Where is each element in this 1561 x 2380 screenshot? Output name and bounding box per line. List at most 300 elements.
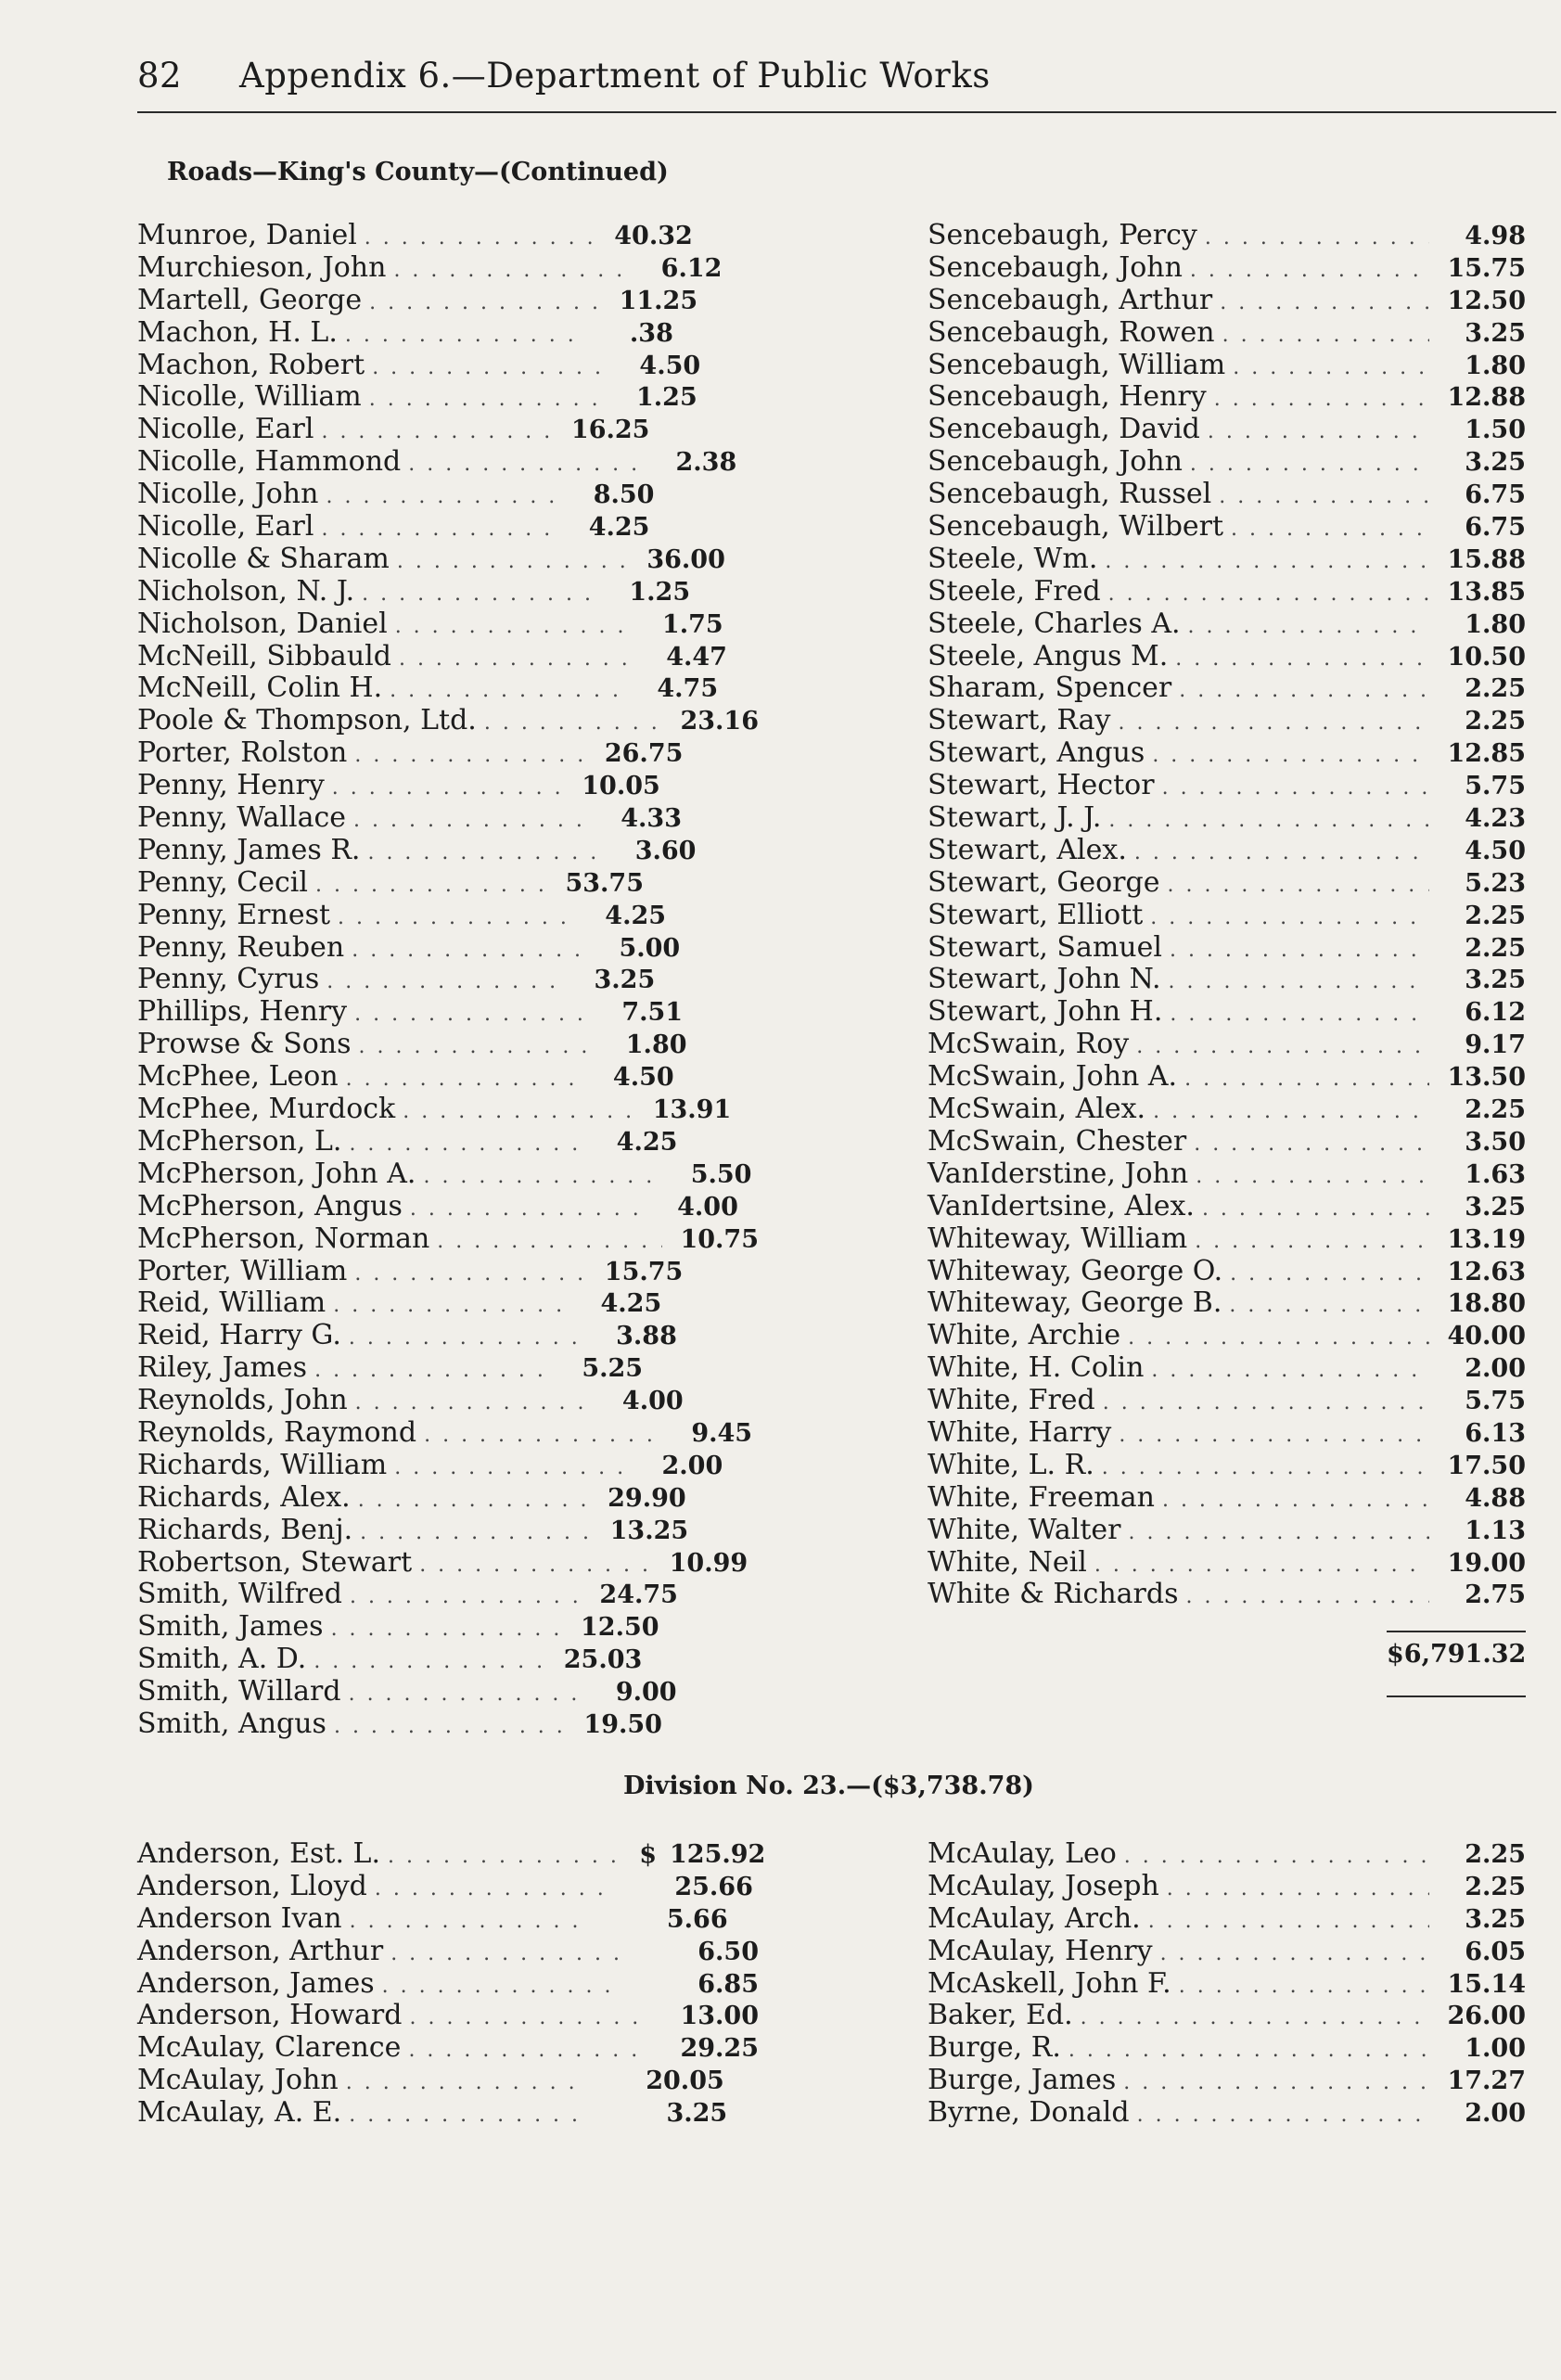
amount-wrap (648, 2001, 759, 2033)
entry-amount: 6.12 (660, 253, 723, 283)
amount-wrap (630, 1937, 759, 1969)
list-item (137, 867, 759, 900)
entry-name: White & Richards (928, 1578, 1179, 1611)
entry-amount: 2.25 (1465, 1840, 1526, 1869)
dot-leader (1108, 805, 1429, 838)
dot-leader (354, 1259, 586, 1291)
list-item (137, 1871, 759, 1903)
entry-amount: 13.50 (1447, 1063, 1526, 1093)
dot-leader (367, 838, 599, 870)
entry-name: Stewart, Alex. (928, 833, 1127, 866)
dot-leader (1229, 1290, 1429, 1323)
entry-name: McSwain, Chester (928, 1124, 1187, 1158)
entry-amount: 1.80 (625, 1030, 687, 1060)
entry-amount: 1.80 (1465, 351, 1526, 380)
list-item (928, 414, 1526, 446)
dot-leader (349, 2100, 581, 2132)
list-item (137, 2065, 759, 2097)
entry-name: McPhee, Murdock (137, 1093, 396, 1126)
entry-name: Sencebaugh, Wilbert (928, 510, 1224, 544)
dot-leader (1233, 352, 1429, 385)
list-item (137, 964, 759, 996)
entry-amount: 4.25 (616, 1127, 678, 1157)
entry-amount: 2.25 (1465, 674, 1526, 704)
entry-amount: 1.75 (661, 609, 723, 639)
list-item (137, 511, 759, 544)
list-item (928, 2065, 1526, 2097)
list-item (928, 1579, 1526, 1611)
dot-leader (1068, 2035, 1429, 2067)
dot-leader (397, 546, 629, 579)
entry-amount: 16.25 (570, 416, 650, 445)
list-item (928, 770, 1526, 802)
list-item (137, 672, 759, 705)
list-item (137, 2032, 759, 2065)
entry-name: Anderson, Howard (137, 1999, 403, 2032)
entry-name: Nicolle, Earl (137, 510, 314, 544)
entry-name: Steele, Angus M. (928, 639, 1169, 672)
list-item (137, 608, 759, 641)
entry-amount: 6.12 (1465, 998, 1526, 1028)
entry-name: Burge, James (928, 2064, 1117, 2097)
dot-leader (352, 935, 583, 967)
list-item (137, 576, 759, 608)
list-item (928, 2032, 1526, 2065)
list-item (928, 608, 1526, 641)
entry-name: Penny, Wallace (137, 801, 347, 835)
dot-leader (1184, 1064, 1429, 1096)
amount-wrap (589, 1904, 728, 1937)
list-item (928, 1871, 1526, 1903)
entry-name: McAulay, Leo (928, 1837, 1117, 1870)
dot-leader (1202, 1194, 1429, 1226)
entry-name: Stewart, John N. (928, 963, 1161, 996)
entry-name: Reid, William (137, 1286, 326, 1320)
dot-leader (345, 320, 577, 352)
dot-leader (1148, 1906, 1429, 1939)
list-item (137, 802, 759, 835)
entry-name: Machon, Robert (137, 348, 365, 381)
right-column (928, 220, 1526, 1611)
list-item (137, 1191, 759, 1223)
entry-amount: 12.50 (1447, 286, 1526, 315)
entry-amount: 1.63 (1465, 1159, 1526, 1189)
entry-amount: 29.25 (680, 2034, 759, 2064)
list-item (137, 1903, 759, 1936)
entry-amount: 3.60 (634, 836, 697, 865)
entry-amount: 1.50 (1465, 416, 1526, 445)
division-left-column (137, 1837, 766, 2130)
entry-name: Whiteway, George O. (928, 1254, 1223, 1287)
list-item (137, 737, 759, 770)
list-item (137, 414, 759, 446)
entry-amount: 6.05 (1465, 1937, 1526, 1966)
dot-leader (362, 579, 594, 611)
dot-leader (359, 1031, 591, 1064)
list-item (137, 1061, 759, 1094)
entry-name: Stewart, George (928, 865, 1160, 899)
entry-amount: .38 (629, 318, 673, 348)
dot-leader (321, 416, 553, 449)
entry-name: White, Freeman (928, 1480, 1155, 1514)
entry-name: Richards, Alex. (137, 1480, 351, 1514)
list-item (137, 996, 759, 1029)
entry-name: Munroe, Daniel (137, 219, 357, 251)
entry-amount: 125.92 (670, 1840, 766, 1869)
entry-name: Anderson, Lloyd (137, 1869, 367, 1902)
entry-amount: 4.98 (1465, 222, 1526, 250)
list-item (928, 446, 1526, 479)
entry-amount: 5.23 (1465, 868, 1526, 898)
entry-amount: 40.32 (614, 222, 693, 250)
entry-amount: 4.50 (639, 351, 701, 380)
entry-name: Prowse & Sons (137, 1028, 352, 1061)
entry-name: Byrne, Donald (928, 2096, 1130, 2130)
entry-amount: 6.75 (1465, 513, 1526, 543)
list-item (928, 479, 1526, 511)
dot-leader (1162, 1485, 1429, 1517)
dot-leader (353, 805, 585, 838)
list-item (928, 867, 1526, 900)
dot-leader (408, 2035, 640, 2067)
dot-leader (326, 966, 558, 999)
dot-leader (372, 352, 604, 385)
list-item (928, 350, 1526, 382)
dot-leader (1219, 481, 1429, 514)
entry-name: Penny, Ernest (137, 898, 331, 931)
dot-leader (354, 740, 586, 773)
dot-leader (369, 288, 601, 320)
entry-amount: 15.14 (1447, 1969, 1526, 1999)
entry-amount: 5.75 (1465, 1387, 1526, 1416)
entry-amount: 19.50 (583, 1709, 662, 1739)
list-item (928, 1126, 1526, 1158)
entry-name: Machon, H. L. (137, 315, 338, 349)
list-item (137, 1515, 759, 1547)
entry-amount: 2.00 (1465, 2099, 1526, 2129)
list-item (928, 835, 1526, 867)
entry-amount: 15.75 (604, 1257, 684, 1286)
entry-amount: 3.25 (1465, 448, 1526, 478)
dot-leader (346, 2067, 578, 2100)
dot-leader (382, 1971, 614, 2003)
entry-amount: 4.23 (1465, 804, 1526, 834)
list-item (928, 2097, 1526, 2130)
entry-amount: 36.00 (646, 544, 725, 574)
dot-leader (334, 1711, 566, 1744)
entry-amount: 3.88 (616, 1322, 677, 1351)
entry-name: McAulay, Joseph (928, 1869, 1159, 1902)
entry-amount: 5.00 (619, 933, 681, 963)
section-total: $6,791.32 (1387, 1640, 1527, 1669)
entry-name: Phillips, Henry (137, 995, 348, 1029)
dot-leader (1230, 1259, 1429, 1291)
list-item (137, 932, 759, 965)
entry-name: Reynolds, Raymond (137, 1415, 417, 1449)
list-item (137, 544, 759, 576)
list-item (928, 1968, 1526, 2001)
list-item (928, 252, 1526, 285)
entry-name: McAskell, John F. (928, 1966, 1171, 2000)
list-item (928, 1903, 1526, 1936)
list-item (137, 381, 759, 414)
entry-name: Sharam, Spencer (928, 672, 1172, 705)
dot-leader (333, 1290, 565, 1323)
list-item (928, 641, 1526, 673)
dot-leader (1190, 255, 1429, 288)
entry-amount: 1.25 (635, 383, 697, 413)
list-item (928, 1094, 1526, 1126)
entry-name: Burge, R. (928, 2031, 1061, 2065)
list-item (137, 285, 759, 317)
dot-leader (365, 223, 596, 255)
dot-leader (393, 255, 625, 288)
list-item (928, 285, 1526, 317)
entry-amount: 40.00 (1447, 1322, 1526, 1351)
entry-amount: 2.25 (1465, 707, 1526, 736)
list-item (928, 1320, 1526, 1352)
entry-name: McPherson, L. (137, 1124, 342, 1158)
entry-name: Porter, William (137, 1254, 348, 1287)
entry-name: McAulay, Clarence (137, 2031, 402, 2065)
entry-amount: 10.05 (582, 772, 660, 801)
list-item (928, 317, 1526, 350)
list-item (137, 1708, 759, 1741)
entry-amount: 4.00 (677, 1192, 738, 1222)
entry-amount: 19.00 (1447, 1548, 1526, 1578)
dot-leader (346, 1064, 578, 1096)
entry-amount: 4.25 (588, 513, 650, 543)
list-item (137, 1126, 759, 1158)
entry-name: Stewart, Elliott (928, 898, 1144, 931)
entry-name: Stewart, Ray (928, 704, 1111, 737)
dot-leader (1167, 870, 1429, 902)
dot-leader (1102, 1452, 1429, 1485)
list-item (137, 1029, 759, 1061)
list-item (928, 705, 1526, 737)
dot-leader (349, 1129, 581, 1161)
dot-leader (354, 999, 586, 1031)
dot-leader (484, 708, 662, 740)
dot-leader (390, 675, 621, 708)
list-item (928, 544, 1526, 576)
entry-amount: 4.75 (657, 674, 719, 704)
dot-leader (390, 1939, 622, 1971)
entry-name: McSwain, John A. (928, 1060, 1178, 1094)
entry-amount: 2.00 (1465, 1354, 1526, 1384)
list-item (928, 1450, 1526, 1482)
entry-name: Reynolds, John (137, 1384, 348, 1417)
entry-amount: 3.50 (1465, 1127, 1526, 1157)
entry-name: Stewart, Angus (928, 736, 1145, 770)
total-rule-top (1387, 1631, 1526, 1632)
entry-amount: 11.25 (619, 286, 698, 315)
entry-name: McAulay, Arch. (928, 1901, 1141, 1935)
list-item (928, 1515, 1526, 1547)
entry-name: Smith, Willard (137, 1675, 341, 1708)
dot-leader (1167, 1874, 1429, 1906)
entry-amount: 1.25 (629, 577, 691, 607)
list-item (137, 1482, 759, 1515)
entry-amount: 3.25 (666, 2099, 728, 2129)
dot-leader (1231, 514, 1429, 546)
dot-leader (1179, 675, 1429, 708)
entry-amount: 12.63 (1447, 1257, 1526, 1286)
entry-name: Reid, Harry G. (137, 1319, 341, 1352)
dot-leader (350, 1906, 582, 1939)
list-item (928, 802, 1526, 835)
dot-leader (313, 1646, 545, 1679)
dot-leader (1170, 935, 1429, 967)
entry-amount: 17.27 (1447, 2067, 1526, 2096)
dot-leader (423, 1161, 655, 1194)
entry-amount: 10.99 (669, 1548, 749, 1578)
entry-name: White, Neil (928, 1545, 1087, 1579)
entry-name: Sencebaugh, Russel (928, 478, 1212, 511)
entry-name: Baker, Ed. (928, 1999, 1073, 2032)
entry-name: White, Archie (928, 1319, 1121, 1352)
entry-name: Nicolle & Sharam (137, 542, 390, 575)
dot-leader (1128, 1323, 1429, 1355)
entry-amount: 6.85 (697, 1969, 759, 1999)
list-item (137, 1256, 759, 1288)
list-item (137, 1223, 759, 1256)
list-item (137, 2097, 759, 2130)
list-item (928, 2000, 1526, 2032)
dot-leader (388, 1841, 620, 1874)
list-item (928, 1191, 1526, 1223)
dot-leader (410, 1194, 642, 1226)
entry-name: Martell, George (137, 283, 363, 316)
list-item (137, 1968, 759, 2001)
list-item (137, 1450, 759, 1482)
entry-amount: 4.00 (621, 1387, 684, 1416)
dot-leader (1081, 2003, 1429, 2035)
amount-wrap (585, 2066, 724, 2098)
entry-amount: 9.17 (1465, 1030, 1526, 1060)
entry-name: Sencebaugh, David (928, 413, 1200, 446)
dot-leader (1214, 384, 1429, 416)
entry-name: VanIderstine, John (928, 1157, 1189, 1190)
list-item (137, 770, 759, 802)
dot-leader (1170, 999, 1429, 1031)
list-item (137, 1320, 759, 1352)
list-item (137, 1094, 759, 1126)
entry-amount: 3.25 (1465, 966, 1526, 995)
dot-leader (355, 1388, 587, 1420)
dot-leader (1169, 966, 1429, 999)
list-item (137, 1936, 759, 1968)
dot-leader (1136, 1031, 1429, 1064)
dot-leader (349, 1679, 581, 1711)
entry-amount: 3.25 (1465, 1904, 1526, 1934)
entry-name: Sencebaugh, Arthur (928, 283, 1213, 316)
entry-amount: 13.85 (1447, 577, 1526, 607)
amount-wrap (614, 1872, 753, 1904)
entry-amount: 13.19 (1447, 1224, 1526, 1254)
list-item (137, 641, 759, 673)
dot-leader (1220, 288, 1429, 320)
entry-amount: 3.25 (1465, 1192, 1526, 1222)
dot-leader (321, 514, 553, 546)
list-item (928, 964, 1526, 996)
entry-name: Sencebaugh, William (928, 348, 1226, 381)
dot-leader (1195, 1226, 1429, 1259)
dot-leader (1153, 1096, 1429, 1129)
entry-name: Porter, Rolston (137, 736, 348, 770)
entry-name: Nicolle, Earl (137, 413, 314, 446)
entry-name: Nicolle, John (137, 478, 319, 511)
list-item (928, 1158, 1526, 1191)
entry-name: McAulay, Henry (928, 1934, 1153, 1967)
dot-leader (315, 870, 547, 902)
list-item (928, 672, 1526, 705)
list-item (928, 381, 1526, 414)
list-item (137, 1385, 759, 1417)
entry-name: White, Harry (928, 1415, 1112, 1449)
list-item (137, 1611, 759, 1644)
dot-leader (1208, 416, 1429, 449)
list-item (137, 1579, 759, 1611)
entry-name: Murchieson, John (137, 250, 387, 284)
entry-amount: 29.90 (608, 1483, 686, 1513)
entry-name: VanIdertsine, Alex. (928, 1189, 1195, 1222)
entry-name: Steele, Wm. (928, 542, 1098, 575)
entry-name: Nicholson, N. J. (137, 574, 355, 608)
currency-symbol: $ (639, 1840, 657, 1869)
dot-leader (1123, 2067, 1429, 2100)
entry-name: Whiteway, George B. (928, 1286, 1222, 1320)
entry-name: McPherson, Norman (137, 1222, 430, 1255)
entry-name: Robertson, Stewart (137, 1545, 413, 1579)
entry-amount: 53.75 (565, 868, 644, 898)
entry-name: Penny, Reuben (137, 930, 345, 964)
dot-leader (395, 611, 627, 644)
entry-amount: 12.50 (581, 1613, 659, 1643)
page-header (137, 56, 1556, 111)
entry-name: Stewart, Samuel (928, 930, 1162, 964)
entry-name: Richards, William (137, 1448, 388, 1481)
dot-leader (1160, 1939, 1429, 1971)
amount-wrap (627, 1839, 766, 1872)
dot-leader (1124, 1841, 1429, 1874)
entry-amount: 1.80 (1465, 609, 1526, 639)
entry-amount: 12.88 (1447, 383, 1526, 413)
dot-leader (375, 1874, 607, 1906)
entry-name: Nicolle, William (137, 380, 362, 414)
list-item (928, 576, 1526, 608)
entry-name: McNeill, Sibbauld (137, 639, 391, 672)
dot-leader (360, 1517, 592, 1550)
entry-amount: 10.75 (680, 1224, 759, 1254)
entry-name: Nicholson, Daniel (137, 607, 388, 640)
dot-leader (332, 773, 564, 805)
dot-leader (349, 1323, 581, 1355)
entry-amount: 4.88 (1465, 1483, 1526, 1513)
entry-name: Anderson, James (137, 1966, 375, 2000)
entry-amount: 2.75 (1465, 1580, 1526, 1610)
entry-name: Riley, James (137, 1351, 308, 1385)
dot-leader (394, 1452, 626, 1485)
entry-amount: 2.38 (675, 448, 737, 478)
entry-amount: 8.50 (593, 480, 655, 510)
entry-amount: 2.25 (1465, 901, 1526, 930)
list-item (928, 932, 1526, 965)
list-item (137, 1837, 766, 1871)
entry-amount: 5.75 (1465, 772, 1526, 801)
entry-name: Whiteway, William (928, 1222, 1188, 1255)
entry-name: Smith, Wilfred (137, 1578, 342, 1611)
